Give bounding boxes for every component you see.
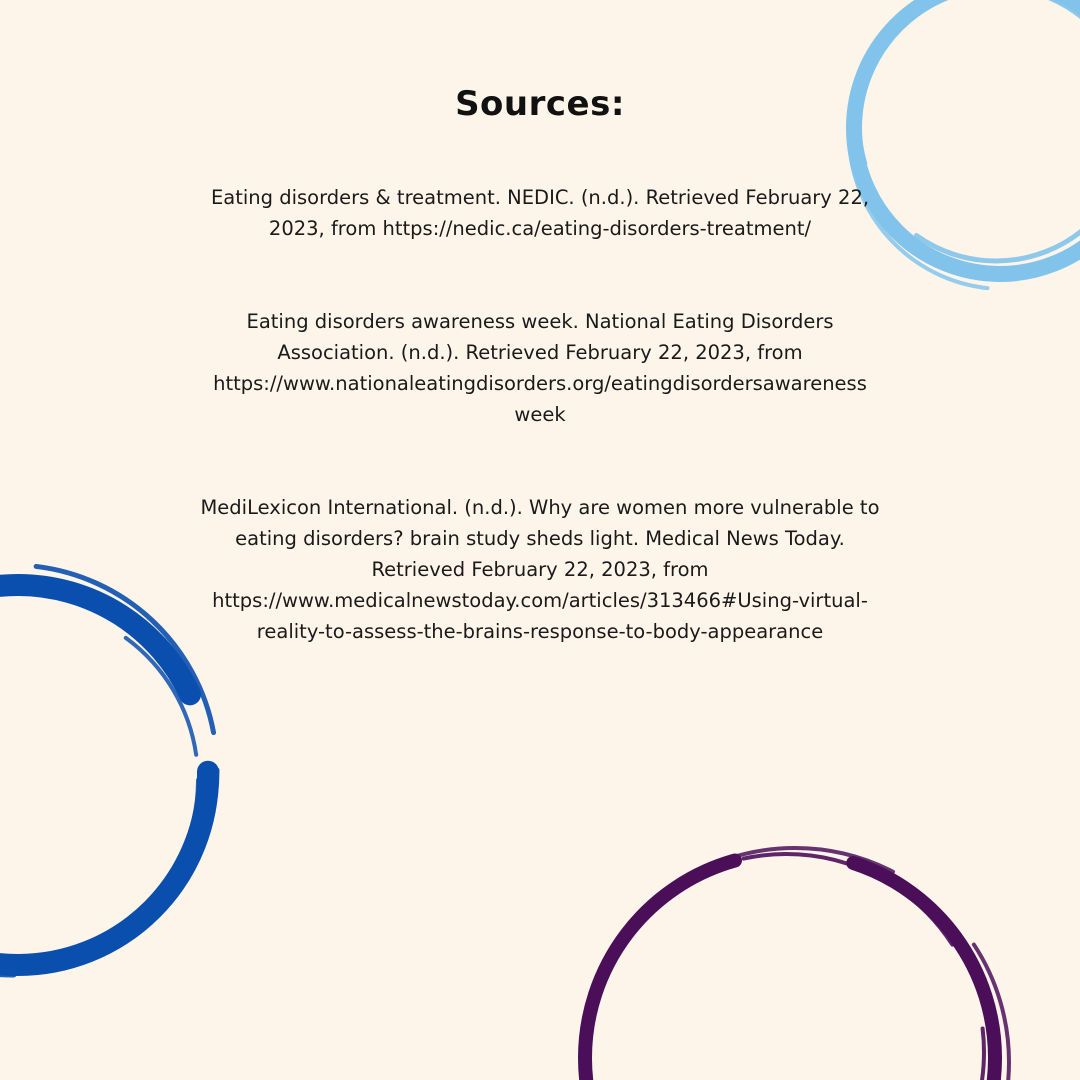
citation-line: Eating disorders & treatment. NEDIC. (n.d.). Retrieved February 22, — [210, 186, 870, 209]
citation-line: https://www.medicalnewstoday.com/articles/313466#Using-virtual- — [212, 589, 868, 612]
page-title: Sources: — [455, 84, 625, 124]
citation-line: Retrieved February 22, 2023, from — [371, 558, 709, 581]
royal-blue-circle-icon — [0, 565, 217, 975]
light-blue-circle-icon — [849, 0, 1080, 289]
citation-line: reality-to-assess-the-brains-response-to-body-appearance — [256, 620, 824, 643]
source-citation-2 — [190, 306, 890, 430]
purple-circle-icon — [581, 848, 1009, 1080]
citation-line: https://www.nationaleatingdisorders.org/eatingdisordersawareness — [213, 372, 867, 395]
source-citation-3 — [190, 492, 890, 647]
citation-line: week — [514, 403, 566, 426]
citation-line: Association. (n.d.). Retrieved February 22, 2023, from — [277, 341, 803, 364]
citation-line: 2023, from https://nedic.ca/eating-disorders-treatment/ — [268, 217, 812, 240]
citation-line: eating disorders? brain study sheds light. Medical News Today. — [235, 527, 845, 550]
source-citation-1 — [190, 182, 890, 244]
citation-line: MediLexicon International. (n.d.). Why are women more vulnerable to — [200, 496, 880, 519]
citation-line: Eating disorders awareness week. National Eating Disorders — [246, 310, 834, 333]
